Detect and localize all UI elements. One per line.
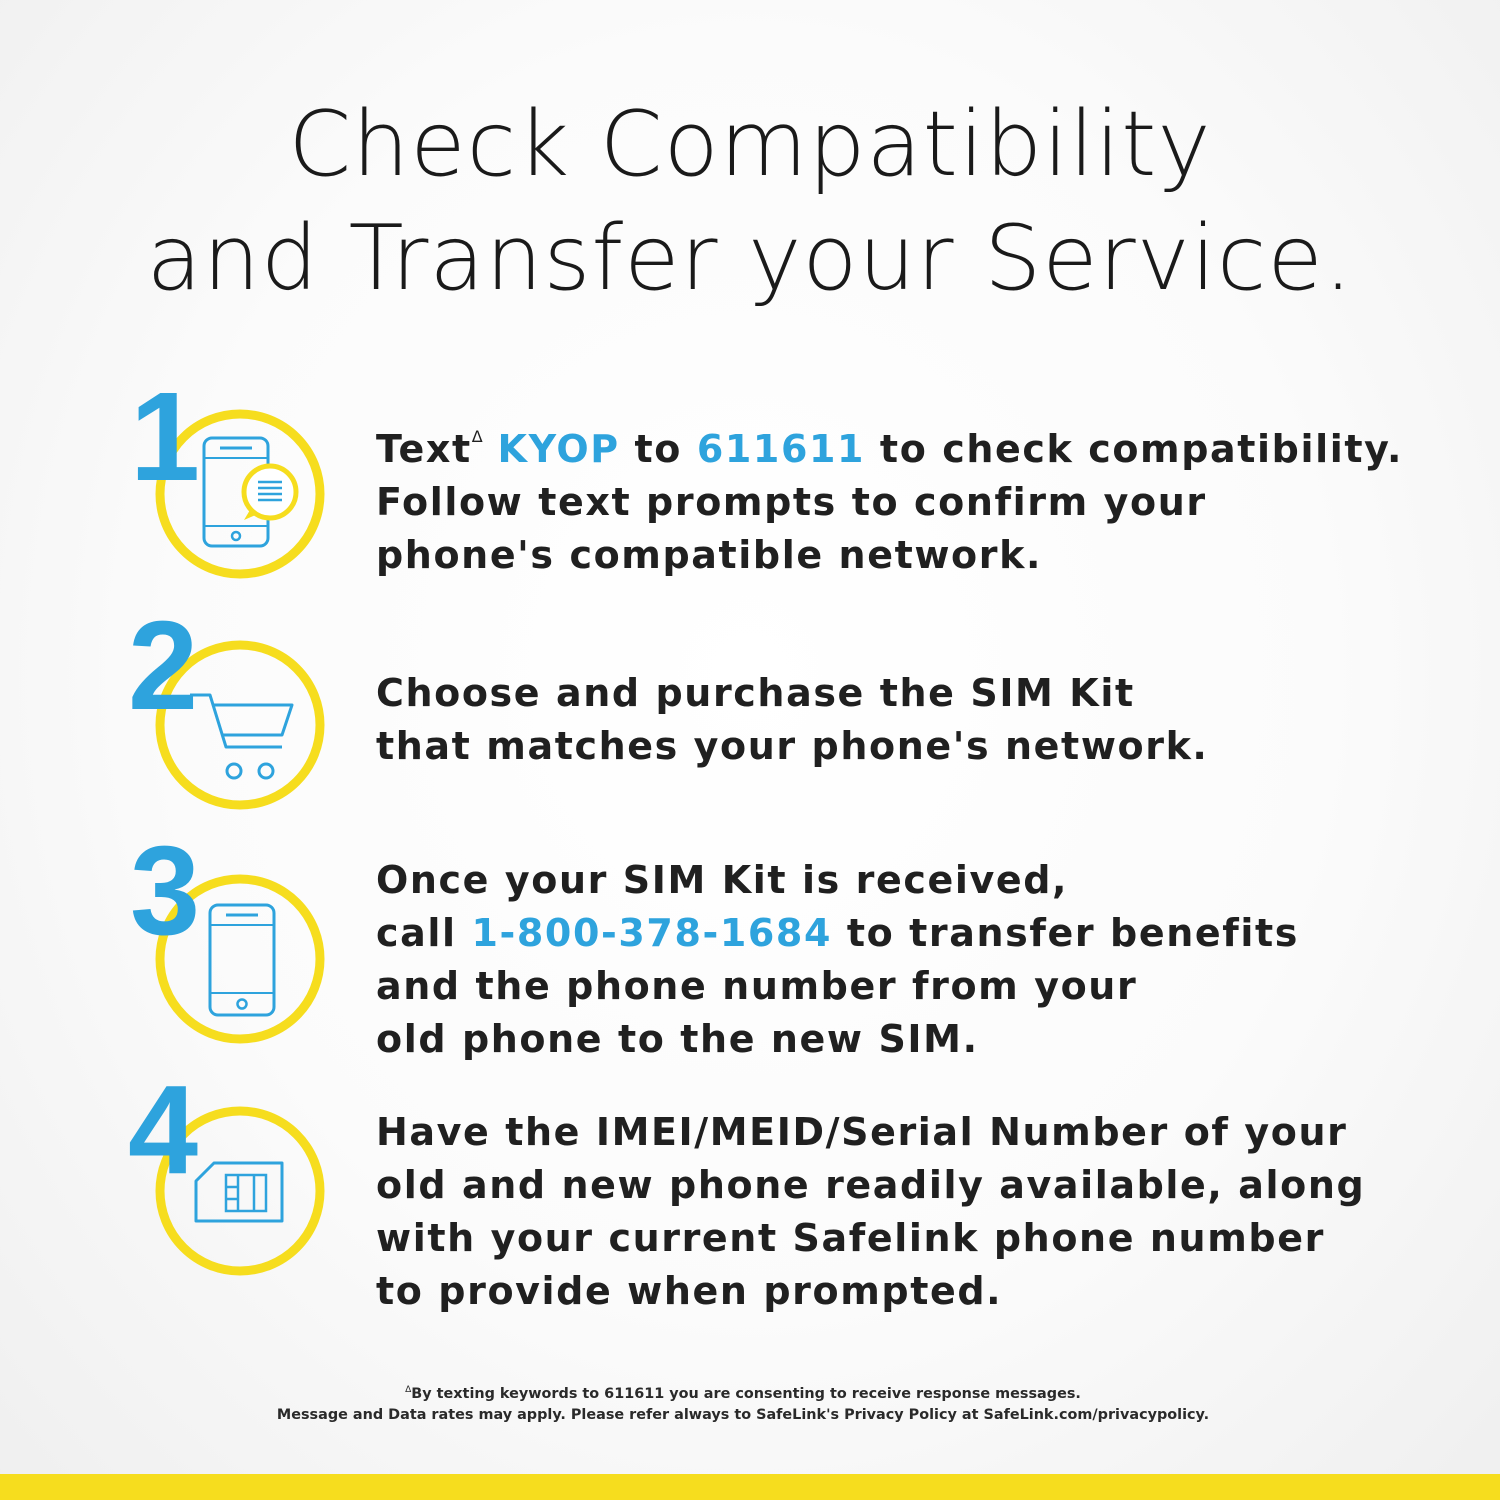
text-check: to check compatibility.: [865, 427, 1404, 471]
footnote-text-1: By texting keywords to 611611 you are consenting to receive response messages.: [411, 1386, 1081, 1402]
text-transfer: to transfer benefits: [832, 911, 1299, 955]
text-verb: Text: [376, 427, 472, 471]
footnote-mark: Δ: [471, 427, 483, 446]
step-4-text: [376, 1106, 1416, 1318]
step-1-line-1: [376, 410, 1416, 476]
step-3-line-2: [376, 907, 1416, 960]
footnote: [0, 1380, 1486, 1426]
step-3-line-3: and the phone number from your: [376, 964, 1138, 1008]
step-3-text: [376, 854, 1416, 1066]
text-call: call: [376, 911, 472, 955]
step-number-2: 2: [128, 595, 199, 736]
step-number-3: 3: [130, 820, 201, 961]
footnote-line-1: [0, 1380, 1486, 1405]
step-3-line-1: Once your SIM Kit is received,: [376, 858, 1069, 902]
headline-line-2: and Transfer your Service.: [146, 206, 1354, 311]
phone-number: 1-800-378-1684: [471, 911, 833, 955]
step-4-line-2: old and new phone readily available, along: [376, 1163, 1366, 1207]
step-4-line-3: with your current Safelink phone number: [376, 1216, 1325, 1260]
step-number-4: 4: [128, 1059, 199, 1200]
step-number-1: 1: [130, 366, 201, 507]
step-4-line-1: Have the IMEI/MEID/Serial Number of your: [376, 1110, 1348, 1154]
page-headline: [0, 88, 1500, 316]
step-1-line-3: phone's compatible network.: [376, 533, 1043, 577]
footnote-line-2: Message and Data rates may apply. Please refer always to SafeLink's Privacy Policy at SafeLink.com/privacypolicy.: [276, 1407, 1210, 1423]
step-3-line-4: old phone to the new SIM.: [376, 1017, 979, 1061]
keyword-kyop: KYOP: [497, 427, 620, 471]
step-1-line-2: Follow text prompts to confirm your: [376, 480, 1207, 524]
step-4-line-4: to provide when prompted.: [376, 1269, 1003, 1313]
step-1-text: [376, 410, 1416, 582]
step-2-text: [376, 667, 1416, 773]
short-code: 611611: [696, 427, 866, 471]
step-2-line-1: Choose and purchase the SIM Kit: [376, 671, 1135, 715]
space: [483, 427, 498, 471]
headline-line-1: Check Compatibility: [288, 92, 1212, 197]
step-2-line-2: that matches your phone's network.: [376, 724, 1209, 768]
footnote-mark: Δ: [405, 1385, 412, 1395]
bottom-accent-bar: [0, 1474, 1500, 1500]
text-to: to: [619, 427, 697, 471]
